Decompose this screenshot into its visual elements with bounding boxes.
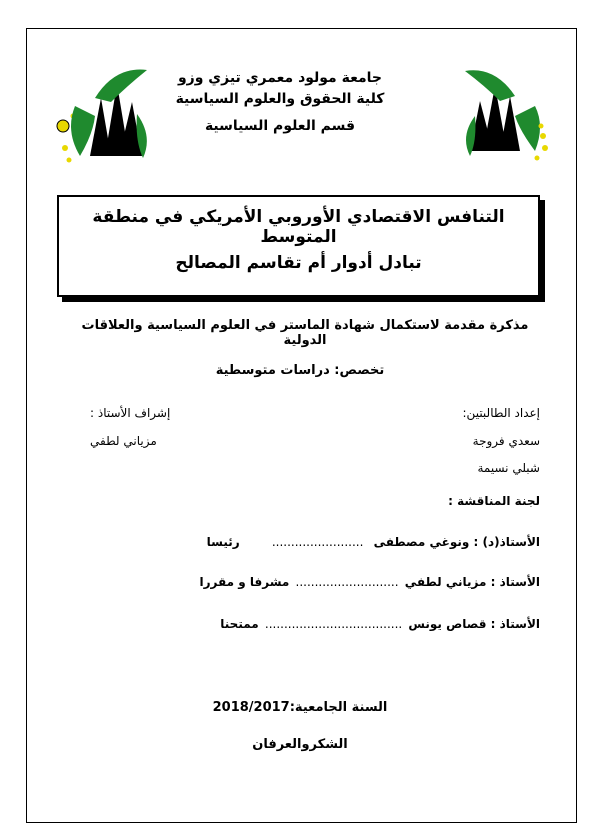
specialization: تخصص: دراسات متوسطية: [215, 363, 385, 378]
jury-member-role: ممتحنا: [220, 617, 259, 631]
university-name: جامعة مولود معمري تيزي وزو: [177, 70, 383, 86]
student-name-1: سعدي فروجة: [472, 434, 540, 448]
thesis-title: التنافس الاقتصادي الأوروبي الأمريكي في منطقة المتوسط: [92, 207, 505, 247]
jury-member-name: الأستاذ(د) : ونوغي مصطفى: [373, 535, 540, 549]
students-label: إعداد الطالبتين:: [462, 406, 540, 420]
thesis-subtitle: تبادل أدوار أم تقاسم المصالح: [175, 253, 422, 273]
jury-member-name: الأستاذ : قصاص يونس: [408, 617, 540, 631]
university-header: [150, 68, 410, 137]
thanks-text: الشكروالعرفان: [252, 737, 348, 752]
jury-label: لجنة المناقشة :: [448, 494, 540, 508]
jury-member-2: [200, 575, 541, 589]
jury-dots: ...........................: [295, 575, 399, 589]
academic-year: السنة الجامعية:2018/2017: [212, 700, 388, 715]
university-logo-right-icon: [455, 56, 555, 166]
department-name: قسم العلوم السياسية: [204, 118, 356, 134]
jury-member-1: [207, 535, 540, 549]
supervisor-label: إشراف الأستاذ :: [90, 406, 171, 420]
faculty-name: كلية الحقوق والعلوم السياسية: [175, 91, 385, 107]
jury-dots: ........................: [271, 535, 364, 549]
jury-dots: ....................................: [264, 617, 403, 631]
student-name-2: شبلي نسيمة: [477, 461, 540, 475]
university-logo-left-icon: [55, 56, 155, 166]
supervisor-name: مزياني لطفي: [90, 434, 157, 448]
jury-member-role: رئيسا: [206, 535, 240, 549]
jury-member-name: الأستاذ : مزياني لطفي: [404, 575, 540, 589]
jury-member-3: [220, 617, 540, 631]
memo-text: مذكرة مقدمة لاستكمال شهادة الماستر في العلوم السياسية والعلاقات الدولية: [81, 318, 529, 348]
jury-member-role: مشرفا و مقررا: [199, 575, 290, 589]
title-box: [57, 195, 540, 297]
